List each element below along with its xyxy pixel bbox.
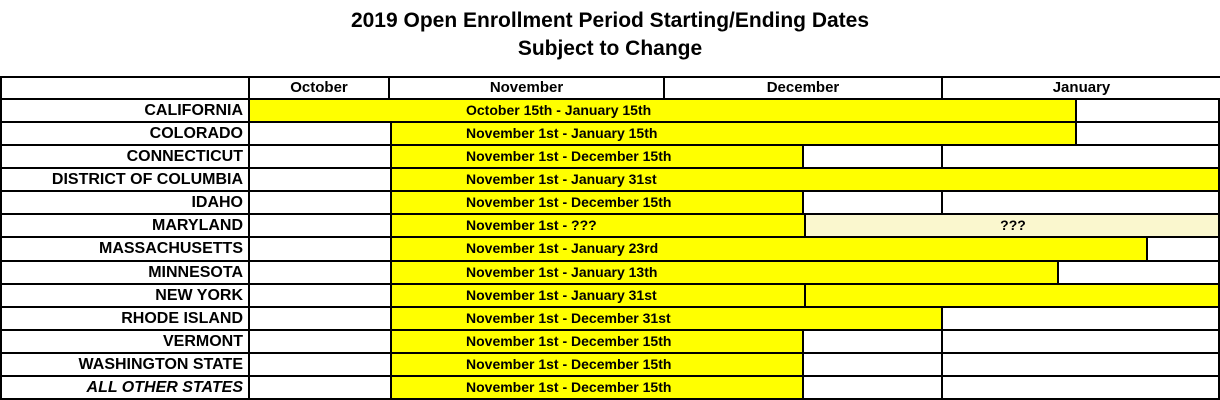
enrollment-bar [250,100,1077,121]
column-header-november: November [390,78,665,98]
table-row [2,306,1218,329]
chart-title: 2019 Open Enrollment Period Starting/Ending Dates [350,9,870,32]
enrollment-bar [804,285,1218,306]
grid-line [941,354,943,375]
table-row [2,213,1218,236]
enrollment-period-label: November 1st - December 15th [466,148,672,165]
enrollment-period-label: October 15th - January 15th [466,102,652,118]
chart-subtitle: Subject to Change [517,37,703,60]
enrollment-period-label: November 1st - January 15th [466,125,658,142]
state-label: MARYLAND [2,215,250,236]
gantt-table [0,76,1220,400]
enrollment-period-label: November 1st - ??? [466,217,597,234]
enrollment-period-label: November 1st - December 15th [466,378,672,395]
state-label: VERMONT [2,331,250,352]
grid-line [941,331,943,352]
enrollment-period-label: November 1st - December 15th [466,194,672,211]
grid-line [941,146,943,167]
column-header-january: January [943,78,1220,98]
state-label: CONNECTICUT [2,146,250,167]
enrollment-period-label: November 1st - January 23rd [466,240,659,257]
table-row [2,375,1218,398]
table-row [2,144,1218,167]
state-label: COLORADO [2,123,250,144]
state-label: CALIFORNIA [2,100,250,121]
column-header-states [2,78,250,98]
table-row [2,236,1218,259]
table-row [2,260,1218,283]
state-label: IDAHO [2,192,250,213]
state-label: ALL OTHER STATES [2,377,250,398]
table-row [2,98,1218,121]
state-label: MINNESOTA [2,262,250,283]
table-row [2,121,1218,144]
state-label: DISTRICT OF COLUMBIA [2,169,250,190]
column-header-december: December [665,78,943,98]
enrollment-period-label: November 1st - January 31st [466,286,657,303]
state-label: WASHINGTON STATE [2,354,250,375]
table-row [2,329,1218,352]
column-header-october: October [250,78,390,98]
enrollment-bar [804,215,1218,236]
state-label: MASSACHUSETTS [2,238,250,259]
grid-line [941,377,943,398]
enrollment-period-label: November 1st - January 31st [466,171,657,188]
enrollment-period-label: November 1st - January 13th [466,263,658,280]
enrollment-bar [390,215,804,236]
table-row [2,167,1218,190]
grid-line [941,192,943,213]
table-row [2,283,1218,306]
table-row [2,352,1218,375]
table-row [2,190,1218,213]
tentative-end-label: ??? [1000,217,1026,234]
enrollment-period-label: November 1st - December 15th [466,355,672,372]
enrollment-period-label: November 1st - December 15th [466,332,672,349]
state-label: NEW YORK [2,285,250,306]
enrollment-period-label: November 1st - December 31st [466,309,671,326]
state-label: RHODE ISLAND [2,308,250,329]
